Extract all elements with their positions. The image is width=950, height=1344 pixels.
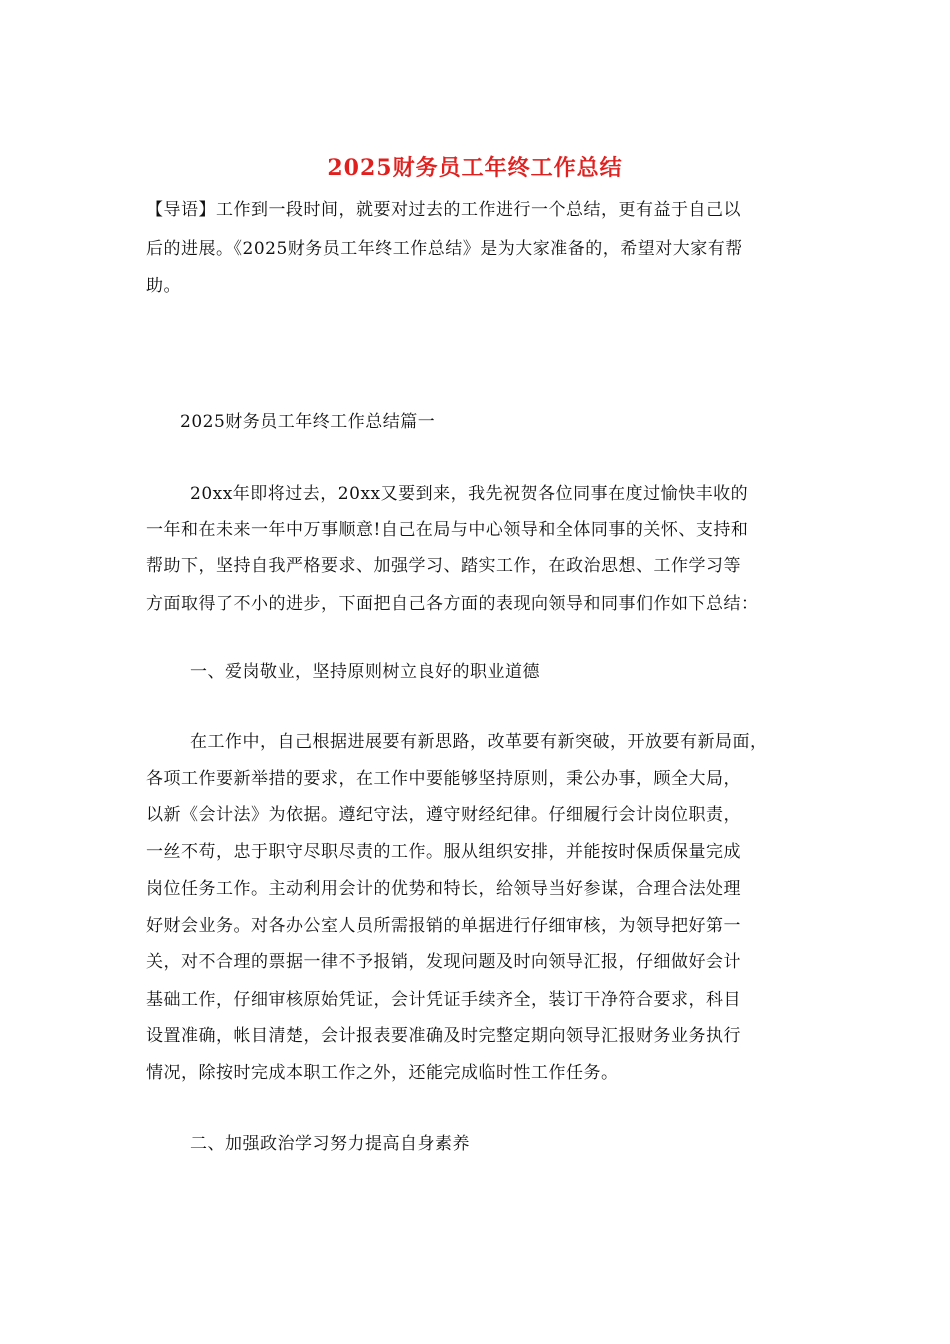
paragraph-line: 以新《会计法》为依据。遵纪守法，遵守财经纪律。仔细履行会计岗位职责， [146,805,741,825]
paragraph-line: 一年和在未来一年中万事顺意!自己在局与中心领导和全体同事的关怀、支持和 [146,520,749,540]
document-title: 2025财务员工年终工作总结 [327,155,623,181]
paragraph-line: 情况，除按时完成本职工作之外，还能完成临时性工作任务。 [146,1063,619,1083]
intro-line: 助。 [146,276,181,296]
paragraph-line: 各项工作要新举措的要求，在工作中要能够坚持原则，秉公办事，顾全大局， [146,769,741,789]
paragraph-line: 在工作中，自己根据进展要有新思路，改革要有新突破，开放要有新局面， [190,732,768,752]
section-heading: 一、爱岗敬业，坚持原则树立良好的职业道德 [190,662,540,682]
paragraph-line: 关，对不合理的票据一律不予报销，发现问题及时向领导汇报，仔细做好会计 [146,952,741,972]
paragraph-line: 基础工作，仔细审核原始凭证，会计凭证手续齐全，装订干净符合要求，科目 [146,990,741,1010]
section-heading: 二、加强政治学习努力提高自身素养 [190,1134,470,1154]
paragraph-line: 方面取得了不小的进步，下面把自己各方面的表现向领导和同事们作如下总结： [146,594,759,614]
intro-line: 【导语】工作到一段时间，就要对过去的工作进行一个总结，更有益于自己以 [146,200,741,220]
paragraph-line: 好财会业务。对各办公室人员所需报销的单据进行仔细审核，为领导把好第一 [146,916,741,936]
paragraph-line: 一丝不苟，忠于职守尽职尽责的工作。服从组织安排，并能按时保质保量完成 [146,842,741,862]
paragraph-line: 设置准确，帐目清楚，会计报表要准确及时完整定期向领导汇报财务业务执行 [146,1026,741,1046]
paragraph-line: 岗位任务工作。主动利用会计的优势和特长，给领导当好参谋，合理合法处理 [146,879,741,899]
intro-line: 后的进展。《2025财务员工年终工作总结》是为大家准备的，希望对大家有帮 [146,239,743,259]
paragraph-line: 帮助下，坚持自我严格要求、加强学习、踏实工作，在政治思想、工作学习等 [146,556,741,576]
paragraph-line: 20xx年即将过去，20xx又要到来，我先祝贺各位同事在度过愉快丰收的 [190,484,749,504]
part-heading: 2025财务员工年终工作总结篇一 [180,412,436,432]
